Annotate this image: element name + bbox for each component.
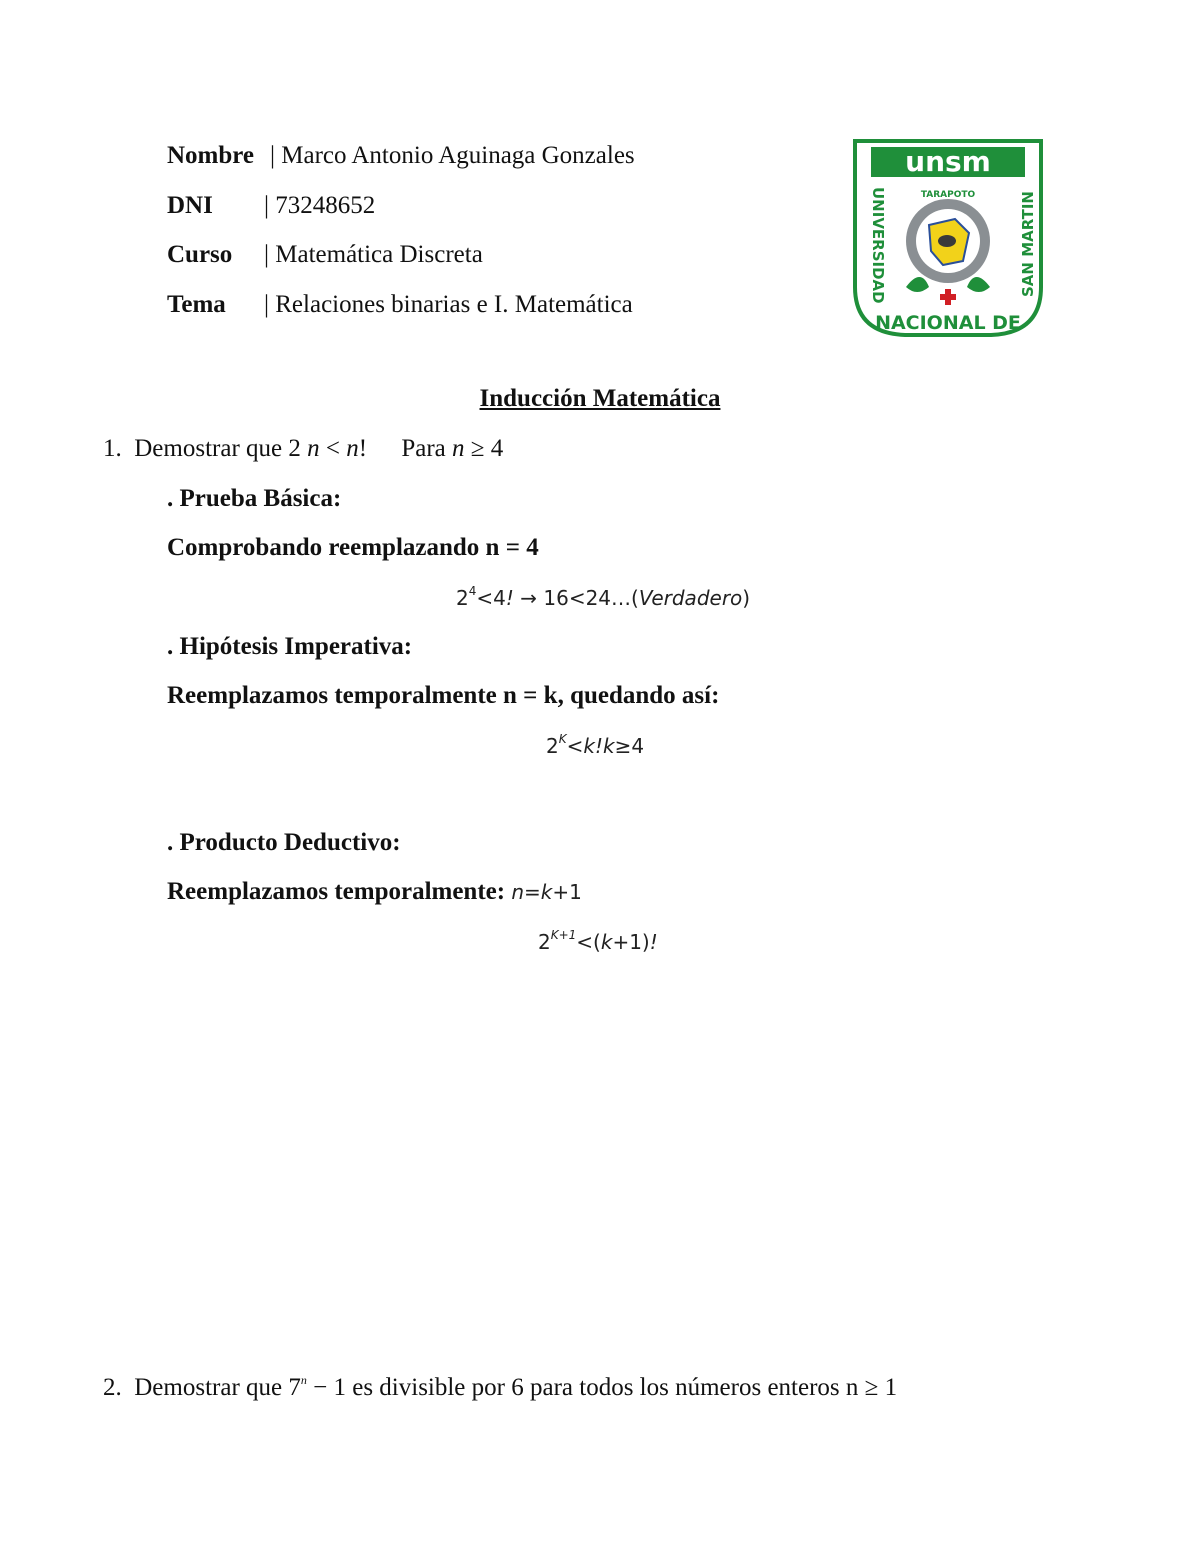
- deductive-inline-formula: n=k+1: [511, 880, 582, 904]
- svg-text:SAN MARTIN: SAN MARTIN: [1019, 191, 1037, 297]
- value-nombre: | Marco Antonio Aguinaga Gonzales: [270, 142, 635, 169]
- svg-text:UNIVERSIDAD: UNIVERSIDAD: [869, 187, 887, 304]
- hypothesis-line: Reemplazamos temporalmente n = k, quedando así:: [167, 682, 720, 709]
- hypothesis-formula: $2^K<k!k\ge 4$: [546, 732, 645, 758]
- university-logo: [851, 137, 1045, 341]
- problem-2-rest: − 1 es divisible por 6 para todos los números enteros n ≥ 1: [306, 1374, 898, 1401]
- label-tema: Tema: [167, 291, 226, 318]
- problem-2-number: 2.: [103, 1374, 122, 1401]
- basic-heading: . Prueba Básica:: [167, 485, 342, 512]
- value-tema: | Relaciones binarias e I. Matemática: [264, 291, 633, 318]
- problem-1: 1. Demostrar que 2 n < n! Para n ≥ 4: [103, 435, 504, 462]
- deductive-formula: $2^{K+1}<(k+1)$!: [538, 928, 658, 954]
- deductive-line: Reemplazamos temporalmente: n=k+1: [167, 878, 582, 905]
- document-title: Inducción Matemática: [479, 385, 721, 412]
- problem-1-prefix: Demostrar que 2: [134, 435, 301, 462]
- basic-formula: $2^4<4$! → 16<24…(Verdadero): [456, 584, 751, 610]
- label-curso: Curso: [167, 241, 233, 268]
- problem-1-para: Para: [401, 435, 446, 462]
- deductive-heading: . Producto Deductivo:: [167, 829, 401, 856]
- value-dni: | 73248652: [264, 192, 376, 219]
- problem-1-number: 1.: [103, 435, 122, 462]
- hypothesis-heading: . Hipótesis Imperativa:: [167, 633, 413, 660]
- label-dni: DNI: [167, 192, 213, 219]
- basic-line: Comprobando reemplazando n = 4: [167, 534, 539, 561]
- value-curso: | Matemática Discreta: [264, 241, 483, 268]
- logo-unsm-text: unsm: [905, 145, 991, 178]
- problem-2: 2. Demostrar que $7^n - 1$ es divisible por 6 para todos los números enteros n ≥ 1: [103, 1372, 898, 1401]
- svg-text:TARAPOTO: TARAPOTO: [920, 190, 976, 200]
- svg-text:NACIONAL DE: NACIONAL DE: [875, 312, 1021, 334]
- label-nombre: Nombre: [167, 142, 255, 169]
- problem-2-prefix: Demostrar que 7: [134, 1374, 301, 1401]
